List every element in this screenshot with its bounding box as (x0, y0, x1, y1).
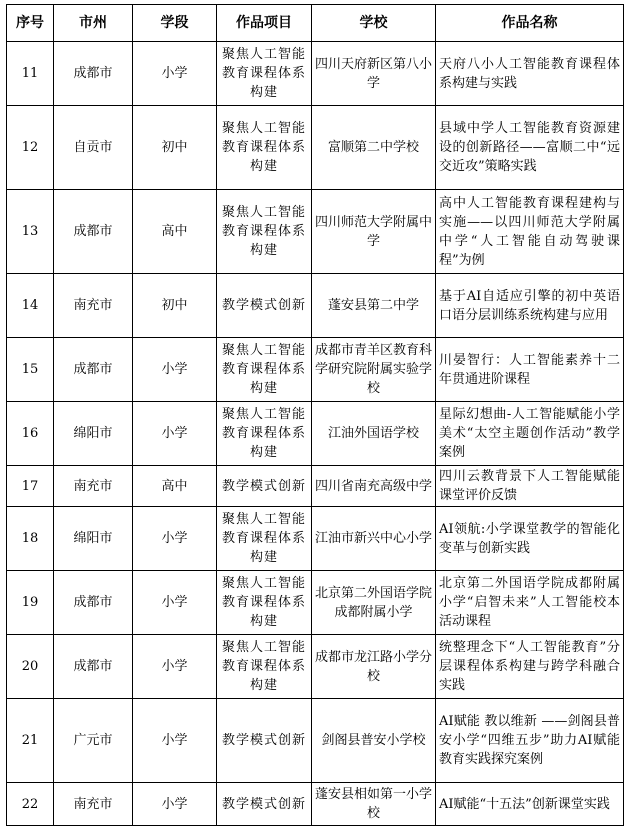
cell-project: 教学模式创新 (217, 783, 312, 826)
cell-title: 县域中学人工智能教育资源建设的创新路径——富顺二中“远交近攻”策略实践 (436, 106, 624, 190)
cell-stage: 初中 (133, 274, 217, 338)
cell-project: 聚焦人工智能教育课程体系构建 (217, 190, 312, 274)
header-project: 作品项目 (217, 5, 312, 42)
cell-stage: 小学 (133, 338, 217, 402)
table-row (7, 106, 624, 190)
table-row (7, 466, 624, 507)
header-city: 市州 (54, 5, 133, 42)
cell-title: 四川云教背景下人工智能赋能课堂评价反馈 (436, 466, 624, 507)
cell-city: 成都市 (54, 571, 133, 635)
cell-school: 北京第二外国语学院成都附属小学 (312, 571, 436, 635)
cell-project: 教学模式创新 (217, 274, 312, 338)
cell-school: 四川天府新区第八小学 (312, 42, 436, 106)
cell-stage: 高中 (133, 466, 217, 507)
table-row (7, 699, 624, 783)
cell-title: 北京第二外国语学院成都附属小学“启智未来”人工智能校本活动课程 (436, 571, 624, 635)
cell-school: 蓬安县第二中学 (312, 274, 436, 338)
cell-no: 19 (7, 571, 54, 635)
table-body (7, 42, 624, 826)
cell-no: 22 (7, 783, 54, 826)
cell-stage: 小学 (133, 571, 217, 635)
cell-project: 教学模式创新 (217, 699, 312, 783)
cell-project: 聚焦人工智能教育课程体系构建 (217, 635, 312, 699)
cell-stage: 小学 (133, 42, 217, 106)
cell-project: 聚焦人工智能教育课程体系构建 (217, 507, 312, 571)
cell-title: 天府八小人工智能教育课程体系构建与实践 (436, 42, 624, 106)
table-row (7, 783, 624, 826)
header-row (7, 5, 624, 42)
cell-project: 聚焦人工智能教育课程体系构建 (217, 42, 312, 106)
cell-project: 聚焦人工智能教育课程体系构建 (217, 571, 312, 635)
cell-school: 成都市龙江路小学分校 (312, 635, 436, 699)
header-stage: 学段 (133, 5, 217, 42)
cell-stage: 小学 (133, 635, 217, 699)
cell-no: 20 (7, 635, 54, 699)
cell-city: 南充市 (54, 466, 133, 507)
table-row (7, 402, 624, 466)
cell-project: 聚焦人工智能教育课程体系构建 (217, 106, 312, 190)
cell-school: 蓬安县相如第一小学校 (312, 783, 436, 826)
cell-city: 南充市 (54, 274, 133, 338)
cell-title: 川晏智行：人工智能素养十二年贯通进阶课程 (436, 338, 624, 402)
cell-city: 成都市 (54, 635, 133, 699)
cell-no: 14 (7, 274, 54, 338)
cell-school: 江油外国语学校 (312, 402, 436, 466)
cell-title: AI赋能“十五法”创新课堂实践 (436, 783, 624, 826)
cell-school: 江油市新兴中心小学 (312, 507, 436, 571)
table-row (7, 635, 624, 699)
cell-title: 基于AI自适应引擎的初中英语口语分层训练系统构建与应用 (436, 274, 624, 338)
cell-stage: 初中 (133, 106, 217, 190)
header-no: 序号 (7, 5, 54, 42)
cell-city: 广元市 (54, 699, 133, 783)
cell-title: AI领航:小学课堂教学的智能化变革与创新实践 (436, 507, 624, 571)
cell-school: 四川师范大学附属中学 (312, 190, 436, 274)
cell-stage: 小学 (133, 507, 217, 571)
cell-school: 富顺第二中学校 (312, 106, 436, 190)
cell-city: 南充市 (54, 783, 133, 826)
cell-stage: 小学 (133, 699, 217, 783)
cell-no: 11 (7, 42, 54, 106)
cell-school: 四川省南充高级中学 (312, 466, 436, 507)
cell-title: 统整理念下“人工智能教育”分层课程体系构建与跨学科融合实践 (436, 635, 624, 699)
table-row (7, 338, 624, 402)
cell-city: 绵阳市 (54, 402, 133, 466)
cell-title: 高中人工智能教育课程建构与实施——以四川师范大学附属中学“人工智能自动驾驶课程”为例 (436, 190, 624, 274)
cell-city: 自贡市 (54, 106, 133, 190)
cell-project: 聚焦人工智能教育课程体系构建 (217, 402, 312, 466)
cell-no: 16 (7, 402, 54, 466)
cell-no: 17 (7, 466, 54, 507)
cell-no: 18 (7, 507, 54, 571)
cell-stage: 小学 (133, 783, 217, 826)
table-row (7, 274, 624, 338)
cell-no: 13 (7, 190, 54, 274)
header-school: 学校 (312, 5, 436, 42)
cell-no: 21 (7, 699, 54, 783)
cell-city: 成都市 (54, 190, 133, 274)
cell-title: AI赋能 教以维新 ——剑阁县普安小学“四维五步”助力AI赋能教育实践探究案例 (436, 699, 624, 783)
cell-title: 星际幻想曲-人工智能赋能小学美术“太空主题创作活动”教学案例 (436, 402, 624, 466)
cell-no: 12 (7, 106, 54, 190)
cell-project: 教学模式创新 (217, 466, 312, 507)
cell-no: 15 (7, 338, 54, 402)
cell-city: 绵阳市 (54, 507, 133, 571)
cell-city: 成都市 (54, 42, 133, 106)
cell-project: 聚焦人工智能教育课程体系构建 (217, 338, 312, 402)
cell-school: 成都市青羊区教育科学研究院附属实验学校 (312, 338, 436, 402)
cell-city: 成都市 (54, 338, 133, 402)
table-row (7, 507, 624, 571)
table-row (7, 190, 624, 274)
header-title: 作品名称 (436, 5, 624, 42)
cell-school: 剑阁县普安小学校 (312, 699, 436, 783)
cell-stage: 小学 (133, 402, 217, 466)
table-row (7, 571, 624, 635)
table-row (7, 42, 624, 106)
cell-stage: 高中 (133, 190, 217, 274)
works-table (6, 4, 624, 826)
